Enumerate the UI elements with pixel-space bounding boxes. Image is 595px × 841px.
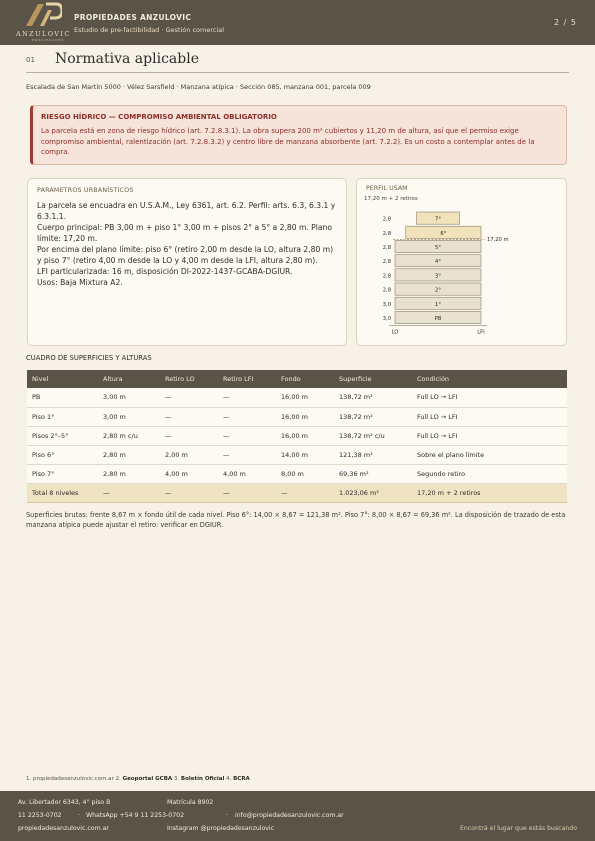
section-title: Normativa aplicable <box>55 51 199 67</box>
table-cell: 138,72 m² <box>334 407 412 426</box>
footer-slogan: Encontrá el lugar que estás buscando <box>460 825 577 832</box>
page-indicator: 2 / 5 <box>554 18 577 27</box>
profile-floor-height: 2,8 <box>382 245 391 251</box>
reference-link[interactable]: Geoportal GCBA <box>122 776 173 782</box>
surfaces-note: Superficies brutas: frente 8,67 m × fondo útil de cada nivel. Piso 6°: 14,00 × 8,67 = 121,38 m². Piso 7°: 8,00 × 8,67 = 69,36 m². La disposición de trazado de esta manzana atípica puede ajustar el retiro: verificar en DGIUR. <box>26 511 566 529</box>
profile-floor-label: 7° <box>435 216 441 223</box>
table-cell: — <box>160 407 218 426</box>
references <box>26 776 250 782</box>
footer-instagram[interactable]: Instagram @propiedadesanzulovic <box>167 825 275 832</box>
lfi-label: LFI <box>477 329 485 336</box>
table-row <box>27 388 567 407</box>
table-cell: — <box>276 483 334 502</box>
table-cell: Total 8 niveles <box>27 483 98 502</box>
table-cell: 2,80 m c/u <box>98 426 160 445</box>
table-cell: Segundo retiro <box>412 464 567 483</box>
table-cell: — <box>218 407 276 426</box>
reference-number: 2. <box>115 776 121 782</box>
reference-number: 1. <box>26 776 32 782</box>
param-line: Por encima del plano límite: piso 6° (retiro 2,00 m desde la LO, altura 2,80 m) y piso 7° (retiro 4,00 m desde la LO y 4,00 m desde la LFI, altura 2,80 m). <box>37 245 334 265</box>
surfaces-table <box>27 370 567 503</box>
profile-subtitle: 17,20 m + 2 retiros <box>364 196 418 202</box>
page-header <box>0 0 595 45</box>
footer-license: Matrícula 8902 <box>167 799 214 806</box>
profile-floor-height: 2,8 <box>382 230 391 237</box>
table-cell: — <box>218 388 276 407</box>
profile-floor-label: 2° <box>435 287 441 294</box>
logo-wordmark: ANZULOVIC <box>16 30 71 38</box>
table-cell: 69,36 m² <box>334 464 412 483</box>
reference-number: 3. <box>173 776 180 782</box>
table-row <box>27 464 567 483</box>
table-cell: — <box>160 483 218 502</box>
brand-name: PROPIEDADES ANZULOVIC <box>74 13 192 22</box>
table-cell: — <box>160 426 218 445</box>
surfaces-table-title: CUADRO DE SUPERFICIES Y ALTURAS <box>26 354 152 362</box>
reference-link[interactable]: BCRA <box>233 776 250 782</box>
footer-website[interactable]: propiedadesanzulovic.com.ar <box>18 825 109 832</box>
table-cell: Piso 6° <box>27 445 98 464</box>
table-cell: Piso 1° <box>27 407 98 426</box>
profile-floor-height: 2,8 <box>382 216 391 223</box>
table-cell: Sobre el plano límite <box>412 445 567 464</box>
table-cell: 1.023,06 m² <box>334 483 412 502</box>
table-cell: 3,00 m <box>98 388 160 407</box>
footer-whatsapp[interactable]: WhatsApp +54 9 11 2253-0702 <box>86 812 185 819</box>
profile-floor-height: 2,8 <box>382 287 391 294</box>
usam-profile-diagram <box>357 179 568 347</box>
table-cell: 121,38 m² <box>334 445 412 464</box>
profile-floor-label: 6° <box>440 230 447 237</box>
table-cell: 14,00 m <box>276 445 334 464</box>
param-line: Usos: Baja Mixtura A2. <box>37 278 123 287</box>
table-cell: 16,00 m <box>276 407 334 426</box>
column-header: Superficie <box>334 370 412 388</box>
page-footer <box>0 791 595 841</box>
profile-floor-height: 3,0 <box>382 316 391 322</box>
table-cell: 3,00 m <box>98 407 160 426</box>
table-cell: Pisos 2°–5° <box>27 426 98 445</box>
column-header: Condición <box>412 370 567 388</box>
profile-floor-label: PB <box>434 316 442 322</box>
table-total-row <box>27 483 567 502</box>
table-cell: Piso 7° <box>27 464 98 483</box>
profile-floor-height: 3,0 <box>382 301 391 308</box>
table-cell: 2,80 m <box>98 445 160 464</box>
urban-parameters-text <box>37 200 337 288</box>
profile-title: PERFIL USAM <box>366 185 408 192</box>
logo-subtitle: PROPIEDADES <box>32 38 65 42</box>
reference-link[interactable]: propiedadesanzulovic.com.ar <box>33 776 114 782</box>
alert-title: RIESGO HÍDRICO — COMPROMISO AMBIENTAL OBLIGATORIO <box>41 113 277 121</box>
usam-profile-card <box>356 178 567 346</box>
table-cell: Full LO → LFI <box>412 426 567 445</box>
footer-email[interactable]: info@propiedadesanzulovic.com.ar <box>235 812 344 819</box>
table-cell: 8,00 m <box>276 464 334 483</box>
table-cell: — <box>160 388 218 407</box>
lo-label: LO <box>391 329 399 336</box>
profile-floor-label: 5° <box>435 245 441 251</box>
table-cell: 2,80 m <box>98 464 160 483</box>
table-row <box>27 426 567 445</box>
profile-floor-height: 2,8 <box>382 259 391 266</box>
title-divider <box>26 72 569 73</box>
table-cell: — <box>218 426 276 445</box>
footer-phone[interactable]: 11 2253-0702 <box>18 812 62 819</box>
profile-floor-label: 1° <box>435 301 441 308</box>
section-number: 01 <box>26 56 35 64</box>
table-row <box>27 407 567 426</box>
property-address: Escalada de San Martín 5000 · Vélez Sarsfield · Manzana atípica · Sección 085, manzana 001, parcela 009 <box>26 83 371 91</box>
table-cell: 16,00 m <box>276 426 334 445</box>
footer-separator: · <box>78 812 80 819</box>
param-line: LFI particularizada: 16 m, disposición DI-2022-1437-GCABA-DGIUR. <box>37 267 293 276</box>
table-cell: 138,72 m² c/u <box>334 426 412 445</box>
footer-separator: · <box>226 812 228 819</box>
column-header: Retiro LFI <box>218 370 276 388</box>
alert-text: La parcela está en zona de riesgo hídrico (art. 7.2.8.3.1). La obra supera 200 m² cubiertos y 11,20 m de altura, así que el permiso exige compromiso ambiental, ralentización (art. 7.2.8.3.2) y centro libre de manzana absorbente (art. 7.2.2). Es un costo a contemplar antes de la compra. <box>41 127 535 156</box>
urban-parameters-label: PARÁMETROS URBANÍSTICOS <box>37 187 134 194</box>
column-header: Nivel <box>27 370 98 388</box>
profile-floor-height: 2,8 <box>382 273 391 280</box>
param-line: La parcela se encuadra en U.S.A.M., Ley 6361, art. 6.2. Perfil: arts. 6.3, 6.3.1 y 6.3.1.1. <box>37 201 336 221</box>
table-header-row <box>27 370 567 388</box>
profile-floor-label: 3° <box>435 273 441 280</box>
column-header: Fondo <box>276 370 334 388</box>
column-header: Altura <box>98 370 160 388</box>
table-cell: 17,20 m + 2 retiros <box>412 483 567 502</box>
table-cell: 4,00 m <box>160 464 218 483</box>
reference-link[interactable]: Boletín Oficial <box>180 776 225 782</box>
param-line: Cuerpo principal: PB 3,00 m + piso 1° 3,00 m + pisos 2° a 5° a 2,80 m. Plano límite: 17,20 m. <box>37 223 332 243</box>
table-cell: 2,00 m <box>160 445 218 464</box>
profile-floor-label: 4° <box>435 259 441 266</box>
column-header: Retiro LO <box>160 370 218 388</box>
table-cell: Full LO → LFI <box>412 407 567 426</box>
table-cell: 138,72 m² <box>334 388 412 407</box>
brand-tagline: Estudio de pre-factibilidad · Gestión comercial <box>74 26 225 34</box>
table-cell: PB <box>27 388 98 407</box>
table-cell: — <box>218 445 276 464</box>
table-cell: 16,00 m <box>276 388 334 407</box>
table-cell: — <box>98 483 160 502</box>
table-row <box>27 445 567 464</box>
hydric-risk-alert <box>30 105 567 165</box>
footer-address: Av. Libertador 6343, 4° piso B <box>18 799 111 806</box>
urban-parameters-card <box>27 178 347 346</box>
anzulovic-logo-icon <box>22 2 62 28</box>
table-cell: 4,00 m <box>218 464 276 483</box>
reference-number: 4. <box>226 776 232 782</box>
plane-limit-label: 17,20 m <box>487 237 509 244</box>
table-cell: — <box>218 483 276 502</box>
table-cell: Full LO → LFI <box>412 388 567 407</box>
